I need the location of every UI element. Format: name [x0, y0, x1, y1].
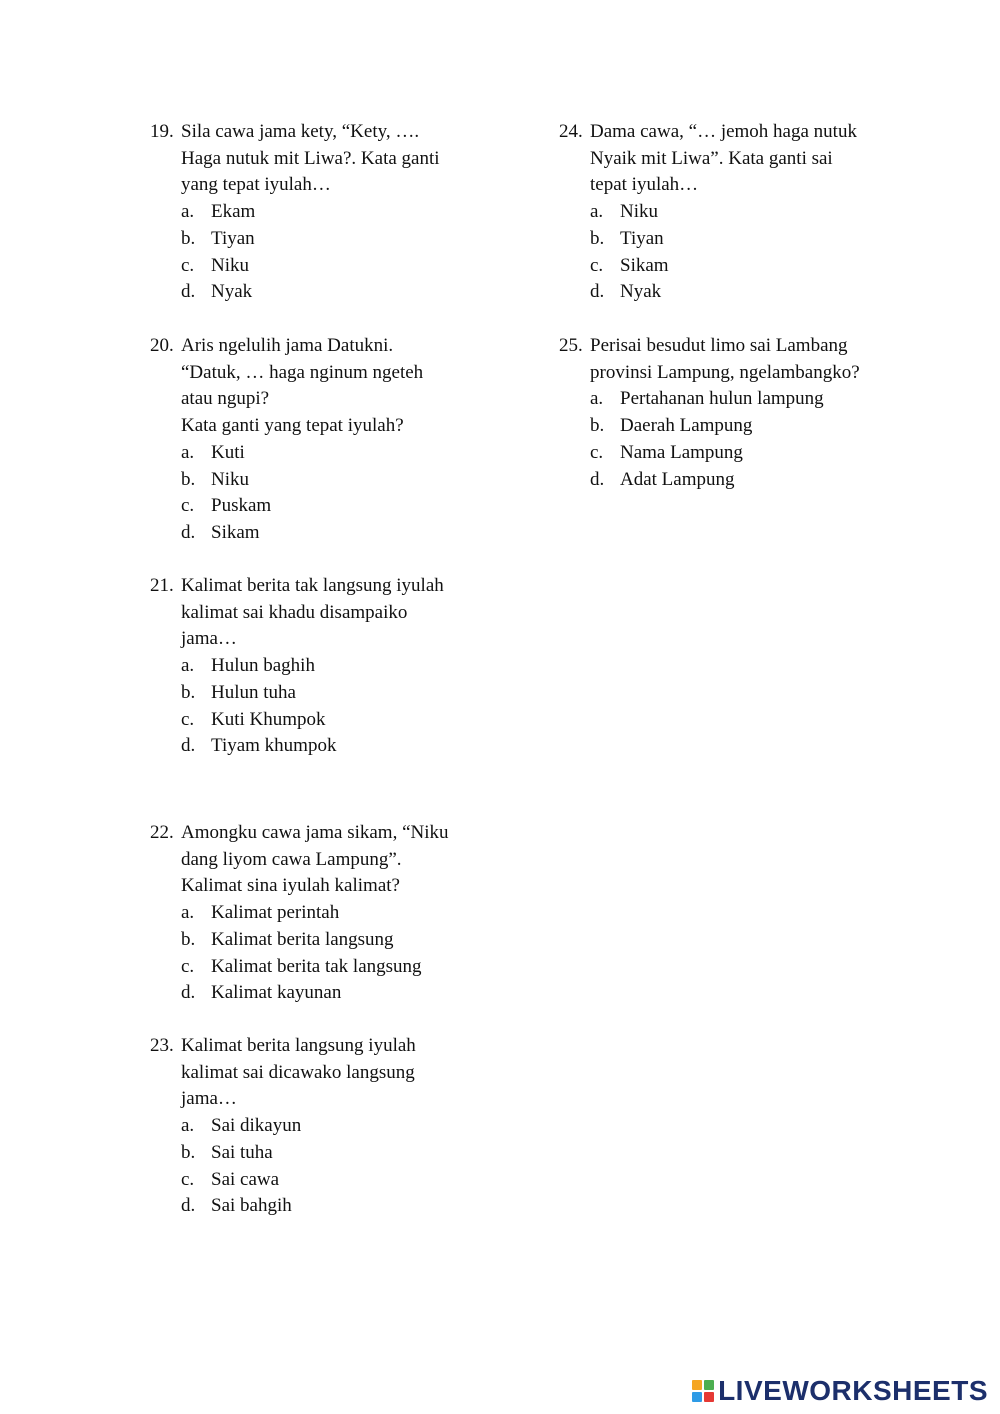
option-b[interactable]: b. Tiyan: [181, 227, 255, 249]
question-number: 22.: [150, 822, 174, 843]
option-b[interactable]: b. Kalimat berita langsung: [181, 928, 394, 950]
question-number: 25.: [559, 335, 583, 356]
option-c[interactable]: c. Kuti Khumpok: [181, 708, 326, 730]
question-number: 23.: [150, 1035, 174, 1056]
option-a[interactable]: a. Kalimat perintah: [181, 902, 340, 924]
question-23: [150, 1033, 480, 1220]
question-stem: 21. Kalimat berita tak langsung iyulah kalimat sai khadu disampaiko jama…: [150, 575, 444, 650]
question-stem: 20. Aris ngelulih jama Datukni. “Datuk, … haga nginum ngeteh atau ngupi? Kata ganti yang tepat iyulah?: [150, 335, 424, 437]
question-number: 20.: [150, 335, 174, 356]
question-24: [559, 119, 899, 306]
option-a[interactable]: a. Hulun baghih: [181, 655, 315, 677]
question-stem: 23. Kalimat berita langsung iyulah kalimat sai dicawako langsung jama…: [150, 1035, 416, 1110]
option-c[interactable]: c. Sikam: [590, 254, 669, 276]
logo-square: [692, 1392, 702, 1402]
option-c[interactable]: c. Niku: [181, 254, 249, 276]
option-c[interactable]: c. Sai cawa: [181, 1168, 280, 1190]
option-b[interactable]: b. Daerah Lampung: [590, 415, 753, 437]
option-a[interactable]: a. Niku: [590, 201, 658, 223]
logo-square: [704, 1380, 714, 1390]
option-d[interactable]: d. Nyak: [181, 281, 253, 303]
option-d[interactable]: d. Kalimat kayunan: [181, 982, 342, 1004]
option-a[interactable]: a. Ekam: [181, 201, 256, 223]
question-number: 24.: [559, 121, 583, 142]
question-stem: 22. Amongku cawa jama sikam, “Niku dang liyom cawa Lampung”. Kalimat sina iyulah kalimat?: [150, 822, 449, 897]
option-d[interactable]: d. Adat Lampung: [590, 468, 735, 490]
question-number: 19.: [150, 121, 174, 142]
option-c[interactable]: c. Puskam: [181, 495, 272, 517]
option-b[interactable]: b. Niku: [181, 468, 249, 490]
logo-square: [692, 1380, 702, 1390]
option-a[interactable]: a. Sai dikayun: [181, 1115, 302, 1137]
question-19: [150, 119, 480, 306]
option-d[interactable]: d. Nyak: [590, 281, 662, 303]
liveworksheets-logo[interactable]: [692, 1374, 988, 1408]
option-d[interactable]: d. Tiyam khumpok: [181, 735, 337, 757]
option-b[interactable]: b. Hulun tuha: [181, 681, 296, 703]
option-b[interactable]: b. Sai tuha: [181, 1141, 273, 1163]
option-c[interactable]: c. Nama Lampung: [590, 441, 743, 463]
question-number: 21.: [150, 575, 174, 596]
question-stem: 19. Sila cawa jama kety, “Kety, …. Haga nutuk mit Liwa?. Kata ganti yang tepat iyulah…: [150, 121, 440, 196]
question-stem: 24. Dama cawa, “… jemoh haga nutuk Nyaik mit Liwa”. Kata ganti sai tepat iyulah…: [559, 121, 857, 196]
option-a[interactable]: a. Pertahanan hulun lampung: [590, 388, 824, 410]
logo-mark-icon: [692, 1380, 714, 1402]
question-21: [150, 573, 480, 760]
option-c[interactable]: c. Kalimat berita tak langsung: [181, 955, 422, 977]
logo-square: [704, 1392, 714, 1402]
question-25: [559, 333, 899, 493]
option-d[interactable]: d. Sikam: [181, 521, 260, 543]
option-b[interactable]: b. Tiyan: [590, 227, 664, 249]
question-stem: 25. Perisai besudut limo sai Lambang provinsi Lampung, ngelambangko?: [559, 335, 860, 383]
question-22: [150, 820, 480, 1007]
question-20: [150, 333, 480, 547]
option-a[interactable]: a. Kuti: [181, 441, 245, 463]
logo-text: LIVEWORKSHEETS: [718, 1375, 988, 1406]
option-d[interactable]: d. Sai bahgih: [181, 1195, 292, 1217]
